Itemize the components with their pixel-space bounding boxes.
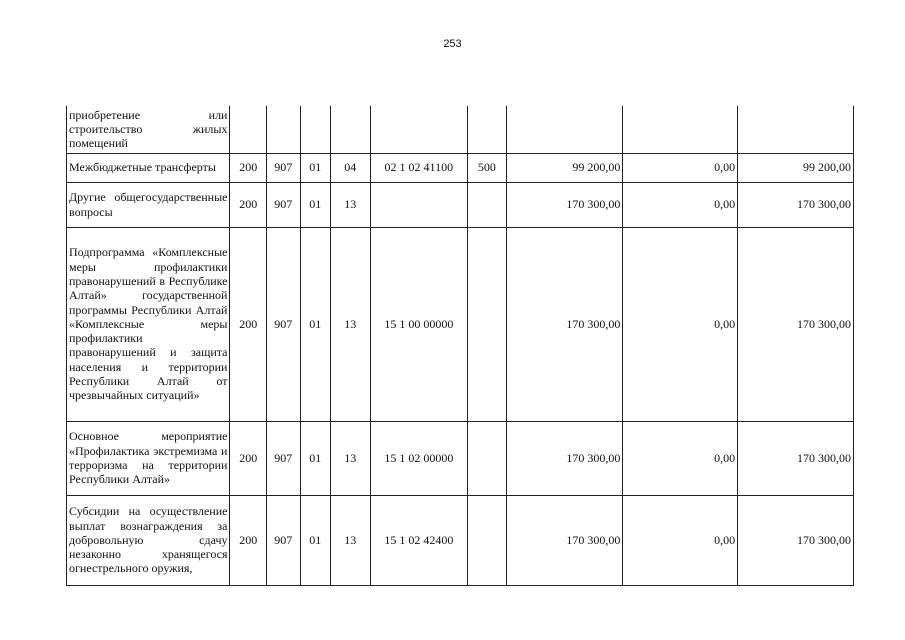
total-amount-cell: 170 300,00 [506,495,623,585]
regional-amount-cell: 99 200,00 [738,153,854,182]
subsection-code-cell: 01 [300,495,330,585]
subsection-code-cell: 01 [300,421,330,495]
table-row [67,227,854,421]
subsection-code-cell: 01 [300,227,330,421]
ref-code-cell: 13 [330,495,370,585]
expense-kind-cell: 500 [468,153,507,182]
page-number: 253 [443,38,462,50]
row-name-cell: Субсидии на осуществление выплат вознаграждения за добровольную сдачу незаконно хранящегося огнестрельного оружия, [67,495,230,585]
row-name-cell: Межбюджетные трансферты [67,153,230,182]
subsection-code-cell: 01 [300,182,330,227]
subsection-code-cell [300,106,330,153]
row-name-cell: Другие общегосударственные вопросы [67,182,230,227]
section-code-cell [267,106,301,153]
ministry-code-cell: 200 [230,182,267,227]
budget-table [66,106,854,586]
ref-code-cell: 13 [330,182,370,227]
section-code-cell: 907 [267,495,301,585]
section-code-cell: 907 [267,227,301,421]
regional-amount-cell: 170 300,00 [738,421,854,495]
ministry-code-cell: 200 [230,495,267,585]
federal-amount-cell: 0,00 [623,153,738,182]
expense-kind-cell [468,421,507,495]
regional-amount-cell: 170 300,00 [738,227,854,421]
target-article-cell [370,182,467,227]
total-amount-cell [506,106,623,153]
target-article-cell: 02 1 02 41100 [370,153,467,182]
expense-kind-cell [468,227,507,421]
ref-code-cell: 13 [330,421,370,495]
target-article-cell: 15 1 02 42400 [370,495,467,585]
regional-amount-cell [738,106,854,153]
expense-kind-cell [468,495,507,585]
expense-kind-cell [468,106,507,153]
federal-amount-cell [623,106,738,153]
section-code-cell: 907 [267,153,301,182]
total-amount-cell: 99 200,00 [506,153,623,182]
target-article-cell: 15 1 00 00000 [370,227,467,421]
ref-code-cell [330,106,370,153]
total-amount-cell: 170 300,00 [506,182,623,227]
section-code-cell: 907 [267,182,301,227]
ministry-code-cell: 200 [230,153,267,182]
table-row [67,153,854,182]
target-article-cell: 15 1 02 00000 [370,421,467,495]
target-article-cell [370,106,467,153]
row-name-cell: Основное мероприятие «Профилактика экстремизма и терроризма на территории Республики Алтай» [67,421,230,495]
federal-amount-cell: 0,00 [623,182,738,227]
ministry-code-cell: 200 [230,227,267,421]
table-row [67,495,854,585]
ministry-code-cell: 200 [230,421,267,495]
federal-amount-cell: 0,00 [623,421,738,495]
federal-amount-cell: 0,00 [623,495,738,585]
row-name-cell: Подпрограмма «Комплексные меры профилактики правонарушений в Республике Алтай» государственной программы Республики Алтай «Комплексные меры профилактики правонарушений и защита населения и территории Республики Алтай от чрезвычайных ситуаций» [67,227,230,421]
regional-amount-cell: 170 300,00 [738,495,854,585]
regional-amount-cell: 170 300,00 [738,182,854,227]
ref-code-cell: 13 [330,227,370,421]
section-code-cell: 907 [267,421,301,495]
ministry-code-cell [230,106,267,153]
subsection-code-cell: 01 [300,153,330,182]
row-name-cell: приобретение или строительство жилых помещений [67,106,230,153]
table-row [67,421,854,495]
expense-kind-cell [468,182,507,227]
federal-amount-cell: 0,00 [623,227,738,421]
table-row [67,106,854,153]
table-row [67,182,854,227]
ref-code-cell: 04 [330,153,370,182]
total-amount-cell: 170 300,00 [506,227,623,421]
total-amount-cell: 170 300,00 [506,421,623,495]
